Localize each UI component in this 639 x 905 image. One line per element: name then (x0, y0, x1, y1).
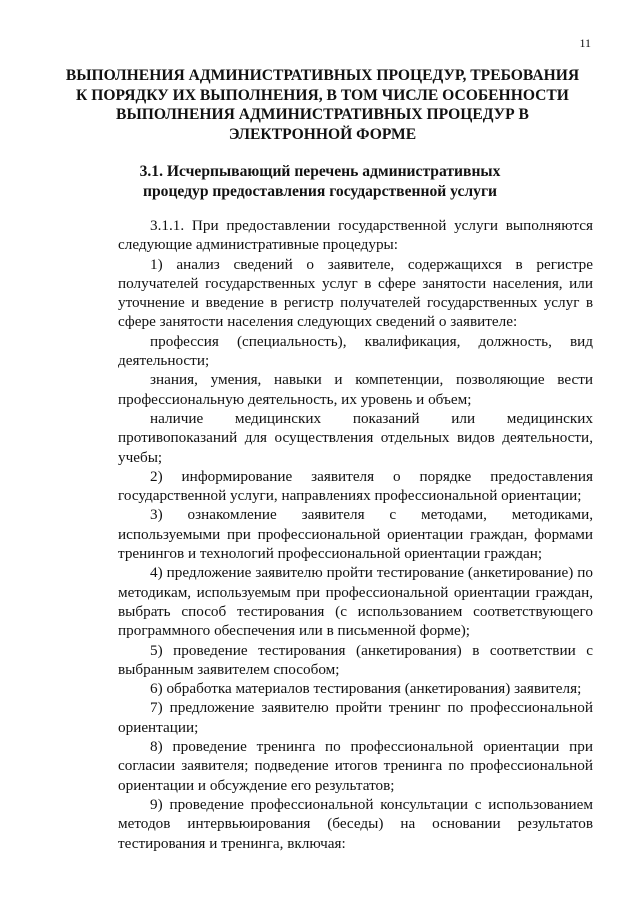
paragraph-skills: знания, умения, навыки и компетенции, позволяющие вести профессиональную деятельность, их уровень и объем; (118, 371, 593, 408)
paragraph-item-1: 1) анализ сведений о заявителе, содержащихся в регистре получателей государственных услуг в сфере занятости населения, или уточнение и введение в регистр получателей государственных услуг в сфере занятости населения следующих сведений о заявителе: (118, 255, 593, 331)
paragraph-3-1-1: 3.1.1. При предоставлении государственной услуги выполняются следующие административные процедуры: (118, 217, 593, 254)
heading-line: ЭЛЕКТРОННОЙ ФОРМЕ (228, 125, 417, 143)
paragraph-item-2: 2) информирование заявителя о порядке предоставления государственной услуги, направлениях профессиональной ориентации; (118, 467, 593, 505)
page-number: 11 (579, 36, 591, 50)
paragraph-profession: профессия (специальность), квалификация, должность, вид деятельности; (118, 332, 593, 370)
section-title (90, 162, 550, 201)
paragraph-item-8: 8) проведение тренинга по профессиональной ориентации при согласии заявителя; подведение итогов тренинга по профессиональной ориентации и обсуждение его результатов; (118, 738, 593, 794)
paragraph-item-7: 7) предложение заявителю пройти тренинг по профессиональной ориентации; (118, 699, 593, 736)
paragraph-item-3: 3) ознакомление заявителя с методами, методиками, используемыми при профессиональной ориентации граждан, формами тренингов и технологий профессиональной ориентации граждан; (118, 506, 593, 563)
heading-line: ВЫПОЛНЕНИЯ АДМИНИСТРАТИВНЫХ ПРОЦЕДУР, ТРЕБОВАНИЯ (65, 67, 580, 84)
section-title-line: процедур предоставления государственной услуги (142, 182, 498, 200)
heading-line: ВЫПОЛНЕНИЯ АДМИНИСТРАТИВНЫХ ПРОЦЕДУР В (116, 106, 529, 123)
paragraph-medical: наличие медицинских показаний или медицинских противопоказаний для осуществления отдельных видов деятельности, учебы; (118, 409, 593, 466)
section-title-line: 3.1. Исчерпывающий перечень административных (139, 163, 501, 180)
paragraph-item-4: 4) предложение заявителю пройти тестирование (анкетирование) по методикам, используемым при профессиональной ориентации граждан, выбрать способ тестирования (с использованием соответствующего программного обеспечения или в письменной форме); (118, 564, 593, 640)
heading-line: К ПОРЯДКУ ИХ ВЫПОЛНЕНИЯ, В ТОМ ЧИСЛЕ ОСОБЕННОСТИ (76, 86, 569, 104)
body-text (118, 216, 593, 853)
chapter-heading (60, 66, 585, 144)
paragraph-item-9: 9) проведение профессиональной консультации с использованием методов интервьюирования (беседы) на основании результатов тестирования и тренинга, включая: (118, 795, 593, 852)
paragraph-item-5: 5) проведение тестирования (анкетирования) в соответствии с выбранным заявителем способом; (118, 641, 593, 678)
paragraph-item-6: 6) обработка материалов тестирования (анкетирования) заявителя; (150, 680, 582, 698)
